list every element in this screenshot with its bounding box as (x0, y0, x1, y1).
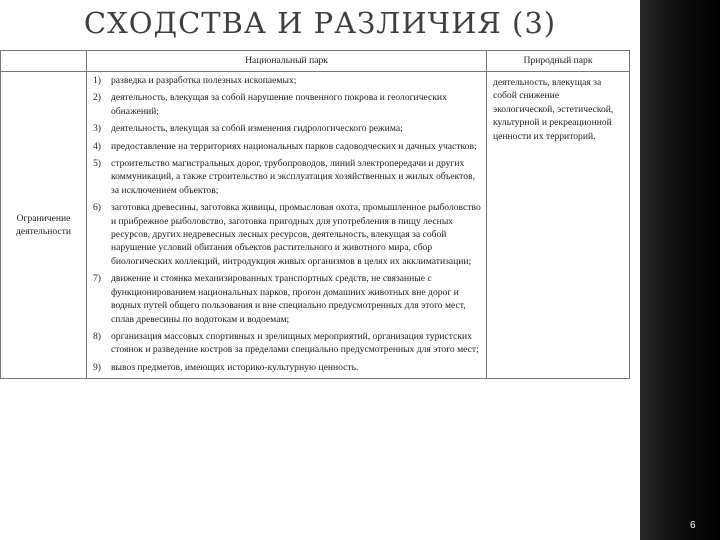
list-item-number: 1) (93, 75, 101, 86)
list-item-text: организация массовых спортивных и зрелищных мероприятий, организация туристских стоянок и разведение костров за пределами специально предусмотренных для этого мест; (111, 330, 479, 356)
page-number: 6 (690, 520, 696, 531)
header-national-park: Национальный парк (87, 51, 487, 72)
list-item (93, 91, 482, 118)
list-item-text: предоставление на территориях национальных парков садоводческих и дачных участков; (111, 140, 477, 152)
table-header-row (1, 51, 630, 72)
list-item-text: движение и стоянка механизированных транспортных средств, не связанные с функционированием национальных парков, прогон домашних животных вне дорог и водных путей общего пользования и вне специально предусмотренных для этого мест, сплав древесины по водотокам и водоемам; (111, 273, 466, 325)
list-item-number: 9) (93, 361, 101, 373)
national-park-list (87, 72, 486, 374)
row-label: Ограничение деятельности (1, 72, 87, 379)
list-item (93, 140, 482, 153)
header-empty (1, 51, 87, 72)
list-item-text: вывоз предметов, имеющих историко-культурную ценность. (111, 361, 359, 373)
list-item (93, 330, 482, 357)
list-item (93, 157, 482, 197)
list-item-number: 5) (93, 158, 101, 170)
list-item-text: разведка и разработка полезных ископаемых; (111, 75, 297, 86)
list-item-number: 8) (93, 330, 101, 342)
list-item-text: деятельность, влекущая за собой нарушение почвенного покрова и геологических обнажений; (111, 92, 447, 117)
list-item-text: заготовка древесины, заготовка живицы, промысловая охота, промышленное рыболовство и прибрежное рыболовство, заготовка пригодных для употребления в пищу лесных ресурсов, других недревесных лесных ресурсов, деятельность, влекущая за собой нарушение условий обитания объектов растительного и животного мира, сбор биологических коллекций, интродукция живых организмов в целях их акклиматизации; (111, 202, 481, 267)
list-item-text: деятельность, влекущая за собой изменения гидрологического режима; (111, 123, 403, 135)
list-item-number: 4) (93, 140, 101, 152)
nature-park-text: деятельность, влекущая за собой снижение экологической, эстетической, культурной и рекреационной ценности их территорий. (493, 77, 614, 142)
list-item (93, 361, 482, 374)
list-item (93, 122, 482, 135)
national-park-cell (87, 72, 487, 379)
header-nature-park: Природный парк (487, 51, 630, 72)
nature-park-cell (487, 72, 630, 379)
list-item (93, 74, 482, 87)
comparison-table (0, 50, 630, 379)
slide-title: СХОДСТВА И РАЗЛИЧИЯ (3) (83, 6, 557, 40)
list-item-number: 7) (93, 273, 101, 285)
list-item-number: 2) (93, 92, 101, 104)
list-item-text: строительство магистральных дорог, трубопроводов, линий электропередачи и других коммуникаций, а также строительство и эксплуатация хозяйственных и жилых объектов, за исключением объектов; (111, 158, 475, 196)
list-item (93, 201, 482, 268)
table-row (1, 72, 630, 379)
list-item-number: 6) (93, 202, 101, 214)
list-item-number: 3) (93, 123, 101, 135)
list-item (93, 272, 482, 326)
side-bar (640, 0, 720, 540)
